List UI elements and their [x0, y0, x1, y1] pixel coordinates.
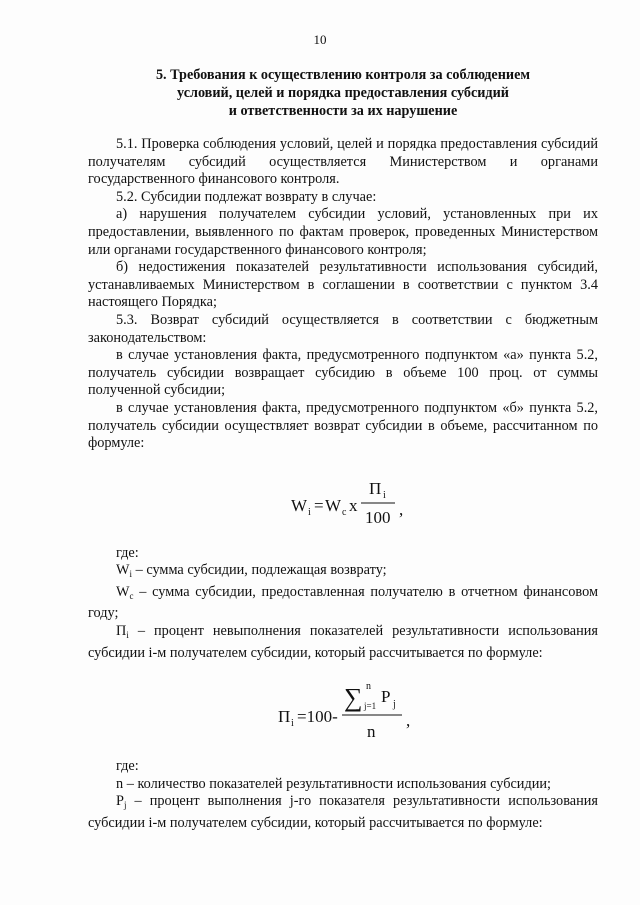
p-j-symbol: P	[116, 793, 124, 810]
definition-w-i	[88, 562, 598, 584]
p-i-symbol: П	[116, 623, 127, 640]
p-j-subscript: j	[123, 800, 127, 811]
paragraph-5-2: 5.2. Субсидии подлежат возврату в случае:	[116, 188, 377, 205]
formula-refund-svg	[88, 453, 598, 545]
p-j-text: – процент выполнения j-го показателя результативности использования субсидии i-м получателем субсидии, который рассчитывается по формуле:	[88, 793, 598, 832]
formula1-times: x	[349, 495, 358, 515]
p-i-subscript: i	[126, 630, 129, 641]
heading-line-3: и ответственности за их нарушение	[228, 103, 458, 119]
formula2-term-sub: j	[393, 699, 396, 711]
formula1-denominator: 100	[365, 507, 391, 527]
formula1-comma: ,	[399, 499, 404, 519]
paragraph-b: б) недостижения показателей результативности использования субсидий, устанавливаемых Министерством в соглашении в соответствии с пунктом 3.4 настоящего Порядка;	[88, 259, 598, 311]
heading-line-1: 5. Требования к осуществлению контроля за соблюдением	[155, 67, 531, 83]
w-c-subscript: c	[129, 590, 134, 601]
heading-line-2: условий, целей и порядка предоставления субсидий	[177, 85, 509, 101]
p-i-text: – процент невыполнения показателей результативности использования субсидии i-м получателем субсидии, который рассчитывается по формуле:	[88, 623, 598, 661]
definition-w-c	[88, 584, 598, 623]
paragraph-5-1: 5.1. Проверка соблюдения условий, целей и порядка предоставления субсидий получателям субсидий осуществляется Министерством и органами государственного финансового контроля.	[88, 136, 598, 188]
formula-nonfulfillment-svg	[88, 662, 598, 758]
w-i-symbol: W	[116, 562, 130, 579]
formula2-denominator: n	[367, 722, 376, 742]
formula1-lhs: W	[291, 495, 308, 515]
formula2-lhs: П	[278, 707, 291, 727]
w-c-symbol: W	[116, 583, 130, 600]
formula1-rhs-sub: c	[342, 506, 347, 518]
paragraph-5-3: 5.3. Возврат субсидий осуществляется в соответствии с бюджетным законодательством:	[88, 311, 598, 346]
formula2-sum-top: n	[366, 681, 371, 693]
paragraph-case-b: в случае установления факта, предусмотренного подпунктом «б» пункта 5.2, получатель субсидии осуществляет возврат субсидии в объеме, рассчитанном по формуле:	[88, 399, 598, 452]
where-label-2: где:	[116, 758, 139, 775]
definition-n: n – количество показателей результативности использования субсидии;	[116, 775, 552, 792]
formula1-lhs-sub: i	[308, 506, 311, 518]
formula2-eq: =100-	[297, 707, 338, 727]
formula2-lhs-sub: i	[291, 718, 294, 730]
formula2-term: P	[381, 687, 391, 707]
where-label-1: где:	[116, 544, 139, 561]
formula-refund	[88, 453, 598, 545]
definition-p-j	[88, 793, 598, 832]
section-heading	[88, 66, 598, 120]
w-i-text: – сумма субсидии, подлежащая возврату;	[132, 562, 387, 579]
document-body	[88, 136, 598, 833]
page-number: 10	[313, 32, 327, 47]
formula-nonfulfillment	[88, 662, 598, 758]
formula1-eq: =	[314, 495, 324, 515]
paragraph-a: а) нарушения получателем субсидии условий, установленных при их предоставлении, выявленного по фактам проверок, проведенных Министерством или органами государственного финансового контроля;	[88, 206, 598, 258]
w-i-subscript: i	[129, 569, 133, 580]
formula1-numerator-sub: i	[383, 489, 386, 501]
formula1-numerator: П	[369, 478, 382, 498]
formula2-sum-sign: ∑	[344, 683, 363, 713]
formula2-sum-bottom: j=1	[364, 701, 377, 712]
paragraph-case-a: в случае установления факта, предусмотренного подпунктом «а» пункта 5.2, получатель субсидии возвращает субсидию в объеме 100 проц. от суммы полученной субсидии;	[88, 347, 598, 399]
formula2-comma: ,	[406, 711, 411, 731]
definition-p-i	[88, 623, 598, 662]
formula1-rhs: W	[325, 495, 342, 515]
w-c-text: – сумма субсидии, предоставленная получателю в отчетном финансовом году;	[88, 583, 598, 622]
